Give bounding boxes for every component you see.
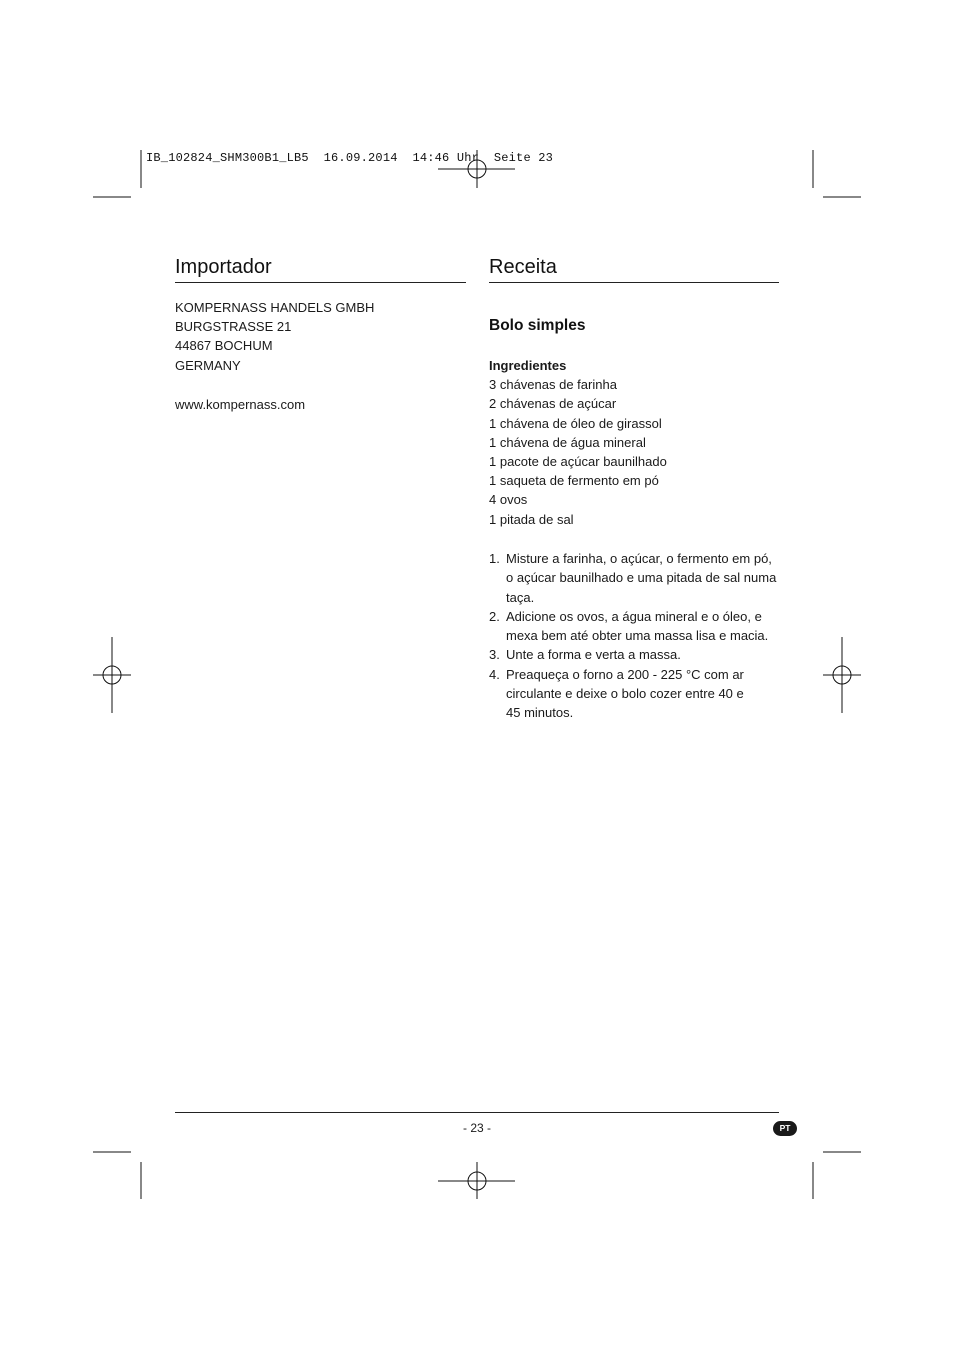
address-line: BURGSTRASSE 21: [175, 319, 292, 335]
step-text: Adicione os ovos, a água mineral e o óleo, e: [506, 608, 762, 624]
ingredients-list: [489, 356, 667, 529]
footer-rule: [175, 1112, 779, 1113]
recipe-step: [489, 645, 789, 664]
recipe-step: [489, 665, 789, 723]
step-text: Misture a farinha, o açúcar, o fermento em pó,: [506, 551, 772, 566]
importer-title-rule: [175, 282, 466, 283]
recipe-title-rule: [489, 282, 779, 283]
ingredient-item: 1 chávena de óleo de girassol: [489, 415, 662, 431]
page-number: - 23 -: [462, 1121, 491, 1135]
address-line: GERMANY: [175, 357, 241, 373]
recipe-step: [489, 549, 789, 607]
step-text: Preaqueça o forno a 200 - 225 °C com ar: [506, 666, 744, 682]
address-line: KOMPERNASS HANDELS GMBH: [175, 300, 375, 315]
address-line: 44867 BOCHUM: [175, 338, 273, 354]
step-number: 1.: [489, 551, 500, 566]
step-text: 45 minutos.: [506, 705, 574, 721]
language-badge: PT: [773, 1121, 797, 1136]
step-number: 3.: [489, 647, 500, 663]
step-text: mexa bem até obter uma massa lisa e macia.: [506, 628, 769, 644]
ingredient-item: 2 chávenas de açúcar: [489, 396, 617, 412]
importer-address: [175, 298, 374, 375]
ingredient-item: 1 chávena de água mineral: [489, 434, 646, 450]
ingredient-item: 1 saqueta de fermento em pó: [489, 473, 659, 489]
ingredient-item: 1 pacote de açúcar baunilhado: [489, 454, 667, 470]
importer-title: Importador: [175, 256, 272, 278]
importer-website: www.kompernass.com: [175, 397, 306, 412]
recipe-steps: [489, 549, 789, 723]
print-slug: IB_102824_SHM300B1_LB5 16.09.2014 14:46 Uhr Seite 23: [146, 151, 554, 165]
step-text: Unte a forma e verta a massa.: [506, 647, 681, 663]
recipe-subtitle: Bolo simples: [489, 317, 586, 334]
step-number: 2.: [489, 608, 500, 624]
ingredient-item: 3 chávenas de farinha: [489, 377, 617, 393]
step-text: taça.: [506, 589, 535, 605]
ingredient-item: 4 ovos: [489, 492, 528, 508]
step-text: o açúcar baunilhado e uma pitada de sal numa: [506, 570, 777, 586]
step-text: circulante e deixe o bolo cozer entre 40 e: [506, 686, 744, 702]
recipe-title: Receita: [489, 256, 557, 278]
recipe-step: [489, 607, 789, 646]
step-number: 4.: [489, 666, 500, 682]
ingredient-item: 1 pitada de sal: [489, 511, 574, 527]
ingredients-label: Ingredientes: [489, 358, 567, 373]
